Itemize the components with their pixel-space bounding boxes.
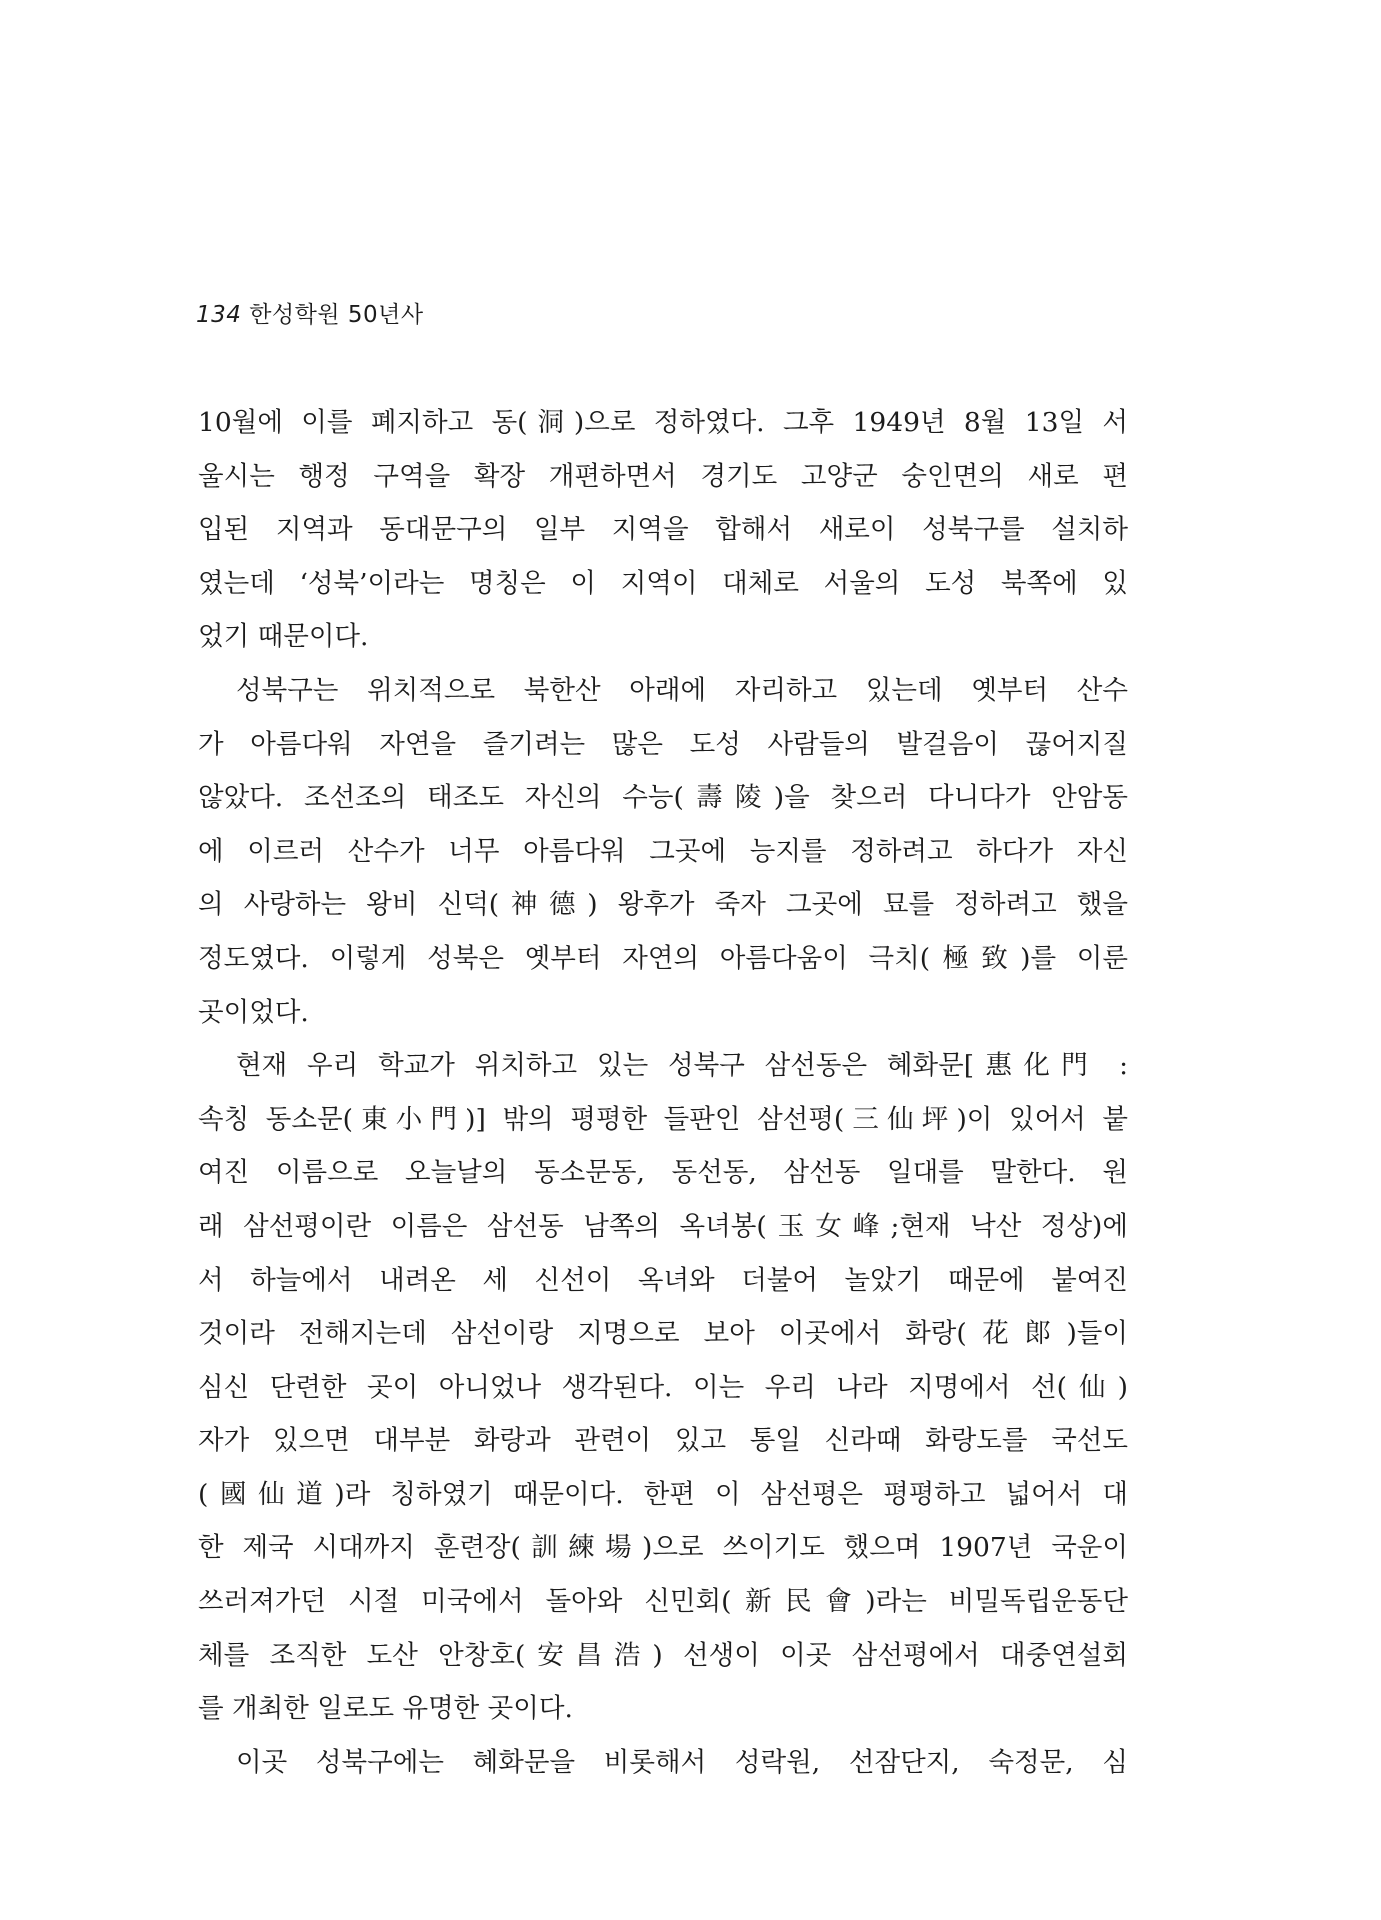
text-line: 심신 단련한 곳이 아니었나 생각된다. 이는 우리 나라 지명에서 선(仙) xyxy=(198,1371,1128,1403)
text-line: 였는데 ‘성북’이라는 명칭은 이 지역이 대체로 서울의 도성 북쪽에 있 xyxy=(198,567,1128,599)
text-line: 현재 우리 학교가 위치하고 있는 성북구 삼선동은 혜화문[惠化門 : xyxy=(236,1050,1128,1082)
text-line: (國仙道)라 칭하였기 때문이다. 한편 이 삼선평은 평평하고 넓어서 대 xyxy=(198,1478,1128,1510)
body-text xyxy=(198,396,1128,1789)
text-line: 었기 때문이다. xyxy=(198,621,369,653)
text-line: 의 사랑하는 왕비 신덕(神德) 왕후가 죽자 그곳에 묘를 정하려고 했을 xyxy=(198,889,1128,921)
text-line: 것이라 전해지는데 삼선이랑 지명으로 보아 이곳에서 화랑(花郞)들이 xyxy=(198,1318,1128,1350)
text-line: 10월에 이를 폐지하고 동(洞)으로 정하였다. 그후 1949년 8월 13일 서 xyxy=(198,407,1128,438)
text-line: 를 개최한 일로도 유명한 곳이다. xyxy=(198,1693,573,1725)
text-line: 한 제국 시대까지 훈련장(訓練場)으로 쓰이기도 했으며 1907년 국운이 xyxy=(198,1532,1128,1564)
text-line: 성북구는 위치적으로 북한산 아래에 자리하고 있는데 옛부터 산수 xyxy=(236,674,1128,706)
text-line: 에 이르러 산수가 너무 아름다워 그곳에 능지를 정하려고 하다가 자신 xyxy=(198,835,1128,867)
running-header xyxy=(196,296,424,329)
text-line: 않았다. 조선조의 태조도 자신의 수능(壽陵)을 찾으러 다니다가 안암동 xyxy=(198,782,1128,814)
text-line: 자가 있으면 대부분 화랑과 관련이 있고 통일 신라때 화랑도를 국선도 xyxy=(198,1425,1128,1457)
text-line: 서 하늘에서 내려온 세 신선이 옥녀와 더불어 놀았기 때문에 붙여진 xyxy=(198,1264,1128,1296)
text-line: 가 아름다워 자연을 즐기려는 많은 도성 사람들의 발걸음이 끊어지질 xyxy=(198,728,1128,760)
text-line: 체를 조직한 도산 안창호(安昌浩) 선생이 이곳 삼선평에서 대중연설회 xyxy=(198,1639,1128,1671)
page-number: 134 xyxy=(196,302,242,328)
text-line: 속칭 동소문(東小門)] 밖의 평평한 들판인 삼선평(三仙坪)이 있어서 붙 xyxy=(198,1103,1128,1135)
text-line: 입된 지역과 동대문구의 일부 지역을 합해서 새로이 성북구를 설치하 xyxy=(198,514,1128,546)
text-line: 울시는 행정 구역을 확장 개편하면서 경기도 고양군 숭인면의 새로 편 xyxy=(198,460,1128,492)
book-title: 한성학원 50년사 xyxy=(249,302,424,328)
text-line: 여진 이름으로 오늘날의 동소문동, 동선동, 삼선동 일대를 말한다. 원 xyxy=(198,1157,1128,1189)
text-line: 쓰러져가던 시절 미국에서 돌아와 신민회(新民會)라는 비밀독립운동단 xyxy=(198,1586,1128,1618)
text-line: 곳이었다. xyxy=(198,996,309,1028)
text-line: 정도였다. 이렇게 성북은 옛부터 자연의 아름다움이 극치(極致)를 이룬 xyxy=(198,942,1128,974)
text-line: 래 삼선평이란 이름은 삼선동 남쪽의 옥녀봉(玉女峰;현재 낙산 정상)에 xyxy=(198,1210,1128,1242)
text-line: 이곳 성북구에는 혜화문을 비롯해서 성락원, 선잠단지, 숙정문, 심 xyxy=(236,1746,1128,1778)
